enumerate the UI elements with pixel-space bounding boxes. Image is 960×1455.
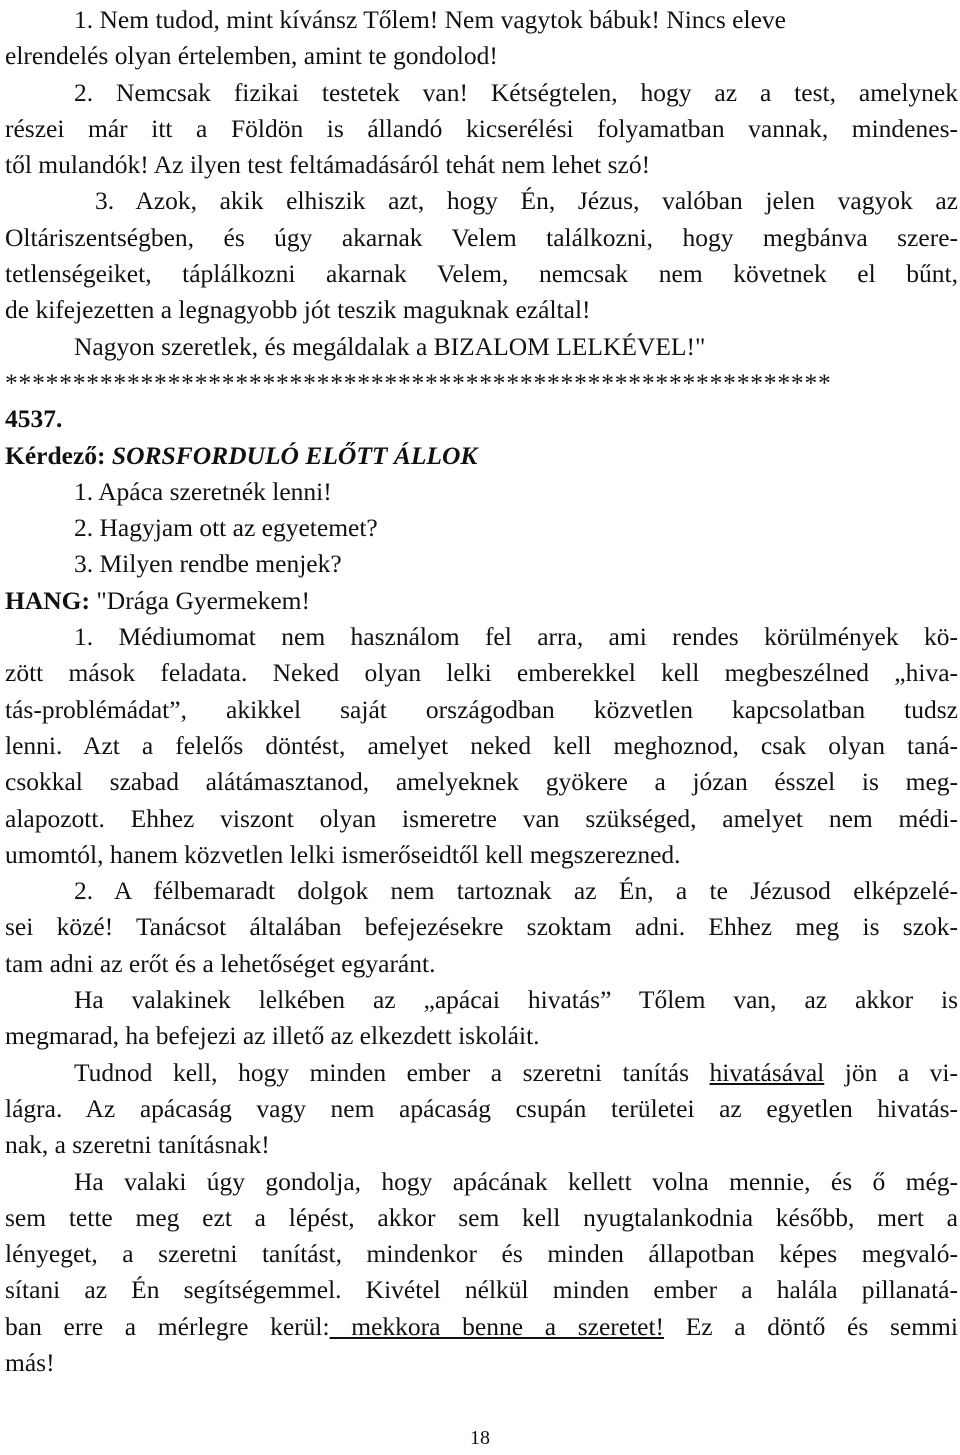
text-line: Nagyon szeretlek, és megáldalak a BIZALOM LELKÉVEL!" <box>74 331 706 361</box>
text-line: tam adni az erőt és a lehetőséget egyaránt. <box>5 948 436 978</box>
text-line: től mulandók! Az ilyen test feltámadásáról tehát nem lehet szó! <box>5 150 651 180</box>
text-line: csokkal szabad alátámasztanod, amelyeknek gyökere a józan ésszel is meg- <box>5 767 958 797</box>
text-line: 1. Médiumomat nem használom fel arra, ami rendes körülmények kö- <box>74 622 958 652</box>
page-number: 18 <box>470 1427 490 1449</box>
text-line: sei közé! Tanácsot általában befejezésekre szoktam adni. Ehhez meg is szok- <box>5 912 958 942</box>
text-line: sem tette meg ezt a lépést, akkor sem kell nyugtalankodnia később, mert a <box>5 1202 958 1232</box>
text-line: lágra. Az apácaság vagy nem apácaság csupán területei az egyetlen hivatás- <box>5 1093 958 1123</box>
text-line: de kifejezetten a legnagyobb jót teszik maguknak ezáltal! <box>5 295 591 325</box>
text-segment: ban erre a mérlegre kerül: <box>5 1311 330 1341</box>
answer-greeting: "Drága Gyermekem! <box>96 585 310 615</box>
text-line: 1. Nem tudod, mint kívánsz Tőlem! Nem vagytok bábuk! Nincs eleve <box>74 5 786 34</box>
text-line: 3. Milyen rendbe menjek? <box>74 549 342 579</box>
answer-label: HANG: <box>5 585 90 615</box>
text-line: nak, a szeretni tanításnak! <box>5 1130 270 1160</box>
text-line: elrendelés olyan értelemben, amint te gondolod! <box>5 41 498 71</box>
text-line: zött mások feladata. Neked olyan lelki emberekkel kell megbeszélned „hiva- <box>5 658 958 688</box>
entry-number: 4537. <box>5 404 63 434</box>
text-segment: Tudnod kell, hogy minden ember a szeretni tanítás <box>74 1057 710 1087</box>
text-line: tetlenségeiket, táplálkozni akarnak Velem, nemcsak nem követnek el bűnt, <box>5 259 958 289</box>
text-line: részei már itt a Földön is állandó kicserélési folyamatban vannak, mindenes- <box>5 113 958 143</box>
text-line: lenni. Azt a felelős döntést, amelyet neked kell meghoznod, csak olyan taná- <box>5 730 958 760</box>
text-line: 2. A félbemaradt dolgok nem tartoznak az Én, a te Jézusod elképzelé- <box>74 876 958 906</box>
text-line: megmarad, ha befejezi az illető az elkezdett iskoláit. <box>5 1021 540 1051</box>
text-segment: jön a vi- <box>824 1057 958 1087</box>
text-segment: Ez a döntő és semmi <box>664 1311 958 1341</box>
text-line: 2. Nemcsak fizikai testetek van! Kétségtelen, hogy az a test, amelynek <box>74 77 958 107</box>
asker-label: Kérdező: <box>5 440 106 470</box>
separator-line: ************************************************************* <box>5 367 832 397</box>
underlined-text: mekkora benne a szeretet! <box>329 1311 665 1341</box>
text-line <box>5 1055 958 1091</box>
asker-title: SORSFORDULÓ ELŐTT ÁLLOK <box>111 440 478 470</box>
underlined-text: hivatásával <box>709 1057 825 1087</box>
document-page <box>5 2 958 1381</box>
text-line <box>5 1309 958 1345</box>
text-line: lényeget, a szeretni tanítást, mindenkor és minden állapotban képes megvaló- <box>5 1239 958 1269</box>
text-line: más! <box>5 1347 55 1377</box>
asker-line <box>5 438 958 474</box>
text-line: Ha valaki úgy gondolja, hogy apácának kellett volna mennie, és ő még- <box>74 1166 958 1196</box>
text-line: umomtól, hanem közvetlen lelki ismerőseidtől kell megszerezned. <box>5 839 681 869</box>
text-line: sítani az Én segítségemmel. Kivétel nélkül minden ember a halála pillanatá- <box>5 1275 958 1305</box>
text-line: 1. Apáca szeretnék lenni! <box>74 476 332 506</box>
text-line: 2. Hagyjam ott az egyetemet? <box>74 513 378 543</box>
text-line: alapozott. Ehhez viszont olyan ismeretre van szükséged, amelyet nem médi- <box>5 803 958 833</box>
text-line: tás-problémádat”, akikkel saját országodban közvetlen kapcsolatban tudsz <box>5 694 958 724</box>
text-line: Ha valakinek lelkében az „apácai hivatás” Tőlem van, az akkor is <box>74 985 958 1015</box>
answer-line <box>5 583 958 619</box>
text-line: 3. Azok, akik elhiszik azt, hogy Én, Jézus, valóban jelen vagyok az <box>95 186 958 216</box>
text-line: Oltáriszentségben, és úgy akarnak Velem találkozni, hogy megbánva szere- <box>5 222 958 252</box>
